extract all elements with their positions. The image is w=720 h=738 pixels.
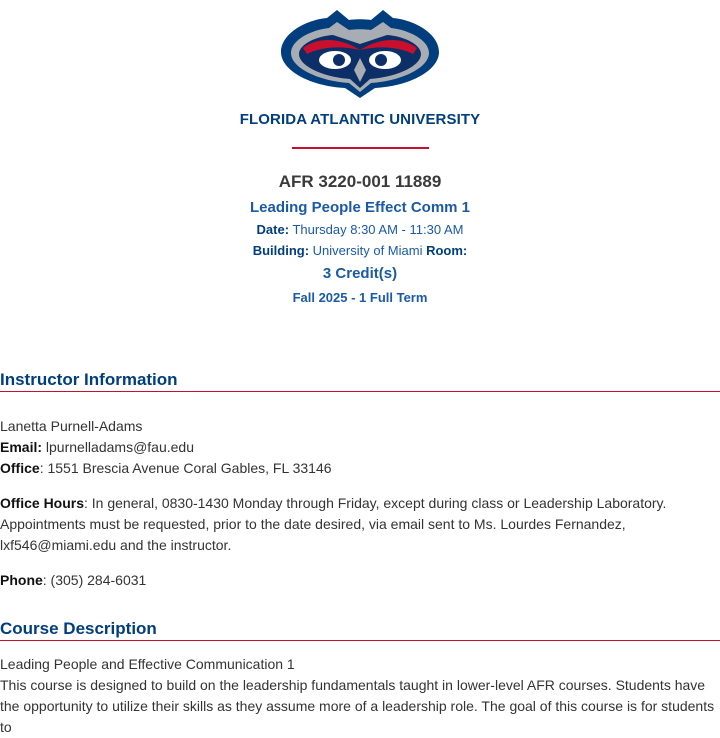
office-hours-paragraph: [0, 493, 720, 556]
phone-label: Phone: [0, 572, 43, 588]
description-section-heading: Course Description: [0, 619, 720, 641]
date-line: [0, 222, 720, 237]
owl-logo-svg: [279, 8, 441, 100]
date-value: Thursday 8:30 AM - 11:30 AM: [292, 222, 464, 237]
description-subtitle: Leading People and Effective Communication 1: [0, 656, 295, 672]
description-body: This course is designed to build on the leadership fundamentals taught in lower-level AFR courses. Students have the opportunity to utilize their skills as they assume more of a leadership role. The goal of this course is for students to: [0, 677, 715, 735]
office-label: Office: [0, 460, 40, 476]
building-label: Building:: [252, 243, 310, 258]
header-divider: [292, 147, 429, 149]
instructor-email-line: [0, 437, 720, 458]
course-credits: 3 Credit(s): [322, 265, 398, 282]
instructor-name: Lanetta Purnell-Adams: [0, 418, 143, 434]
instructor-phone-line: [0, 570, 720, 591]
office-hours-label: Office Hours: [0, 495, 85, 511]
phone-value: : (305) 284-6031: [42, 572, 147, 588]
instructor-section-heading: Instructor Information: [0, 370, 720, 392]
course-title: Leading People Effect Comm 1: [249, 199, 471, 216]
office-value: : 1551 Brescia Avenue Coral Gables, FL 33146: [39, 460, 332, 476]
owl-logo-icon: [279, 8, 441, 100]
course-code: AFR 3220-001 11889: [278, 172, 442, 191]
room-label: Room:: [426, 243, 468, 258]
email-label: Email:: [0, 439, 43, 455]
building-value: University of Miami: [312, 243, 423, 258]
course-term: Fall 2025 - 1 Full Term: [292, 290, 428, 305]
instructor-office-line: [0, 458, 720, 479]
university-name: FLORIDA ATLANTIC UNIVERSITY: [239, 111, 481, 128]
office-hours-value: : In general, 0830-1430 Monday through Friday, except during class or Leadership Laboratory. Appointments must be requested, prior to the date desired, via email sent to Ms. Lourdes Fernandez, lxf546@miami.edu and the instructor.: [0, 495, 667, 553]
building-line: [0, 243, 720, 258]
date-label: Date:: [256, 222, 290, 237]
email-link[interactable]: lpurnelladams@fau.edu: [45, 439, 194, 455]
